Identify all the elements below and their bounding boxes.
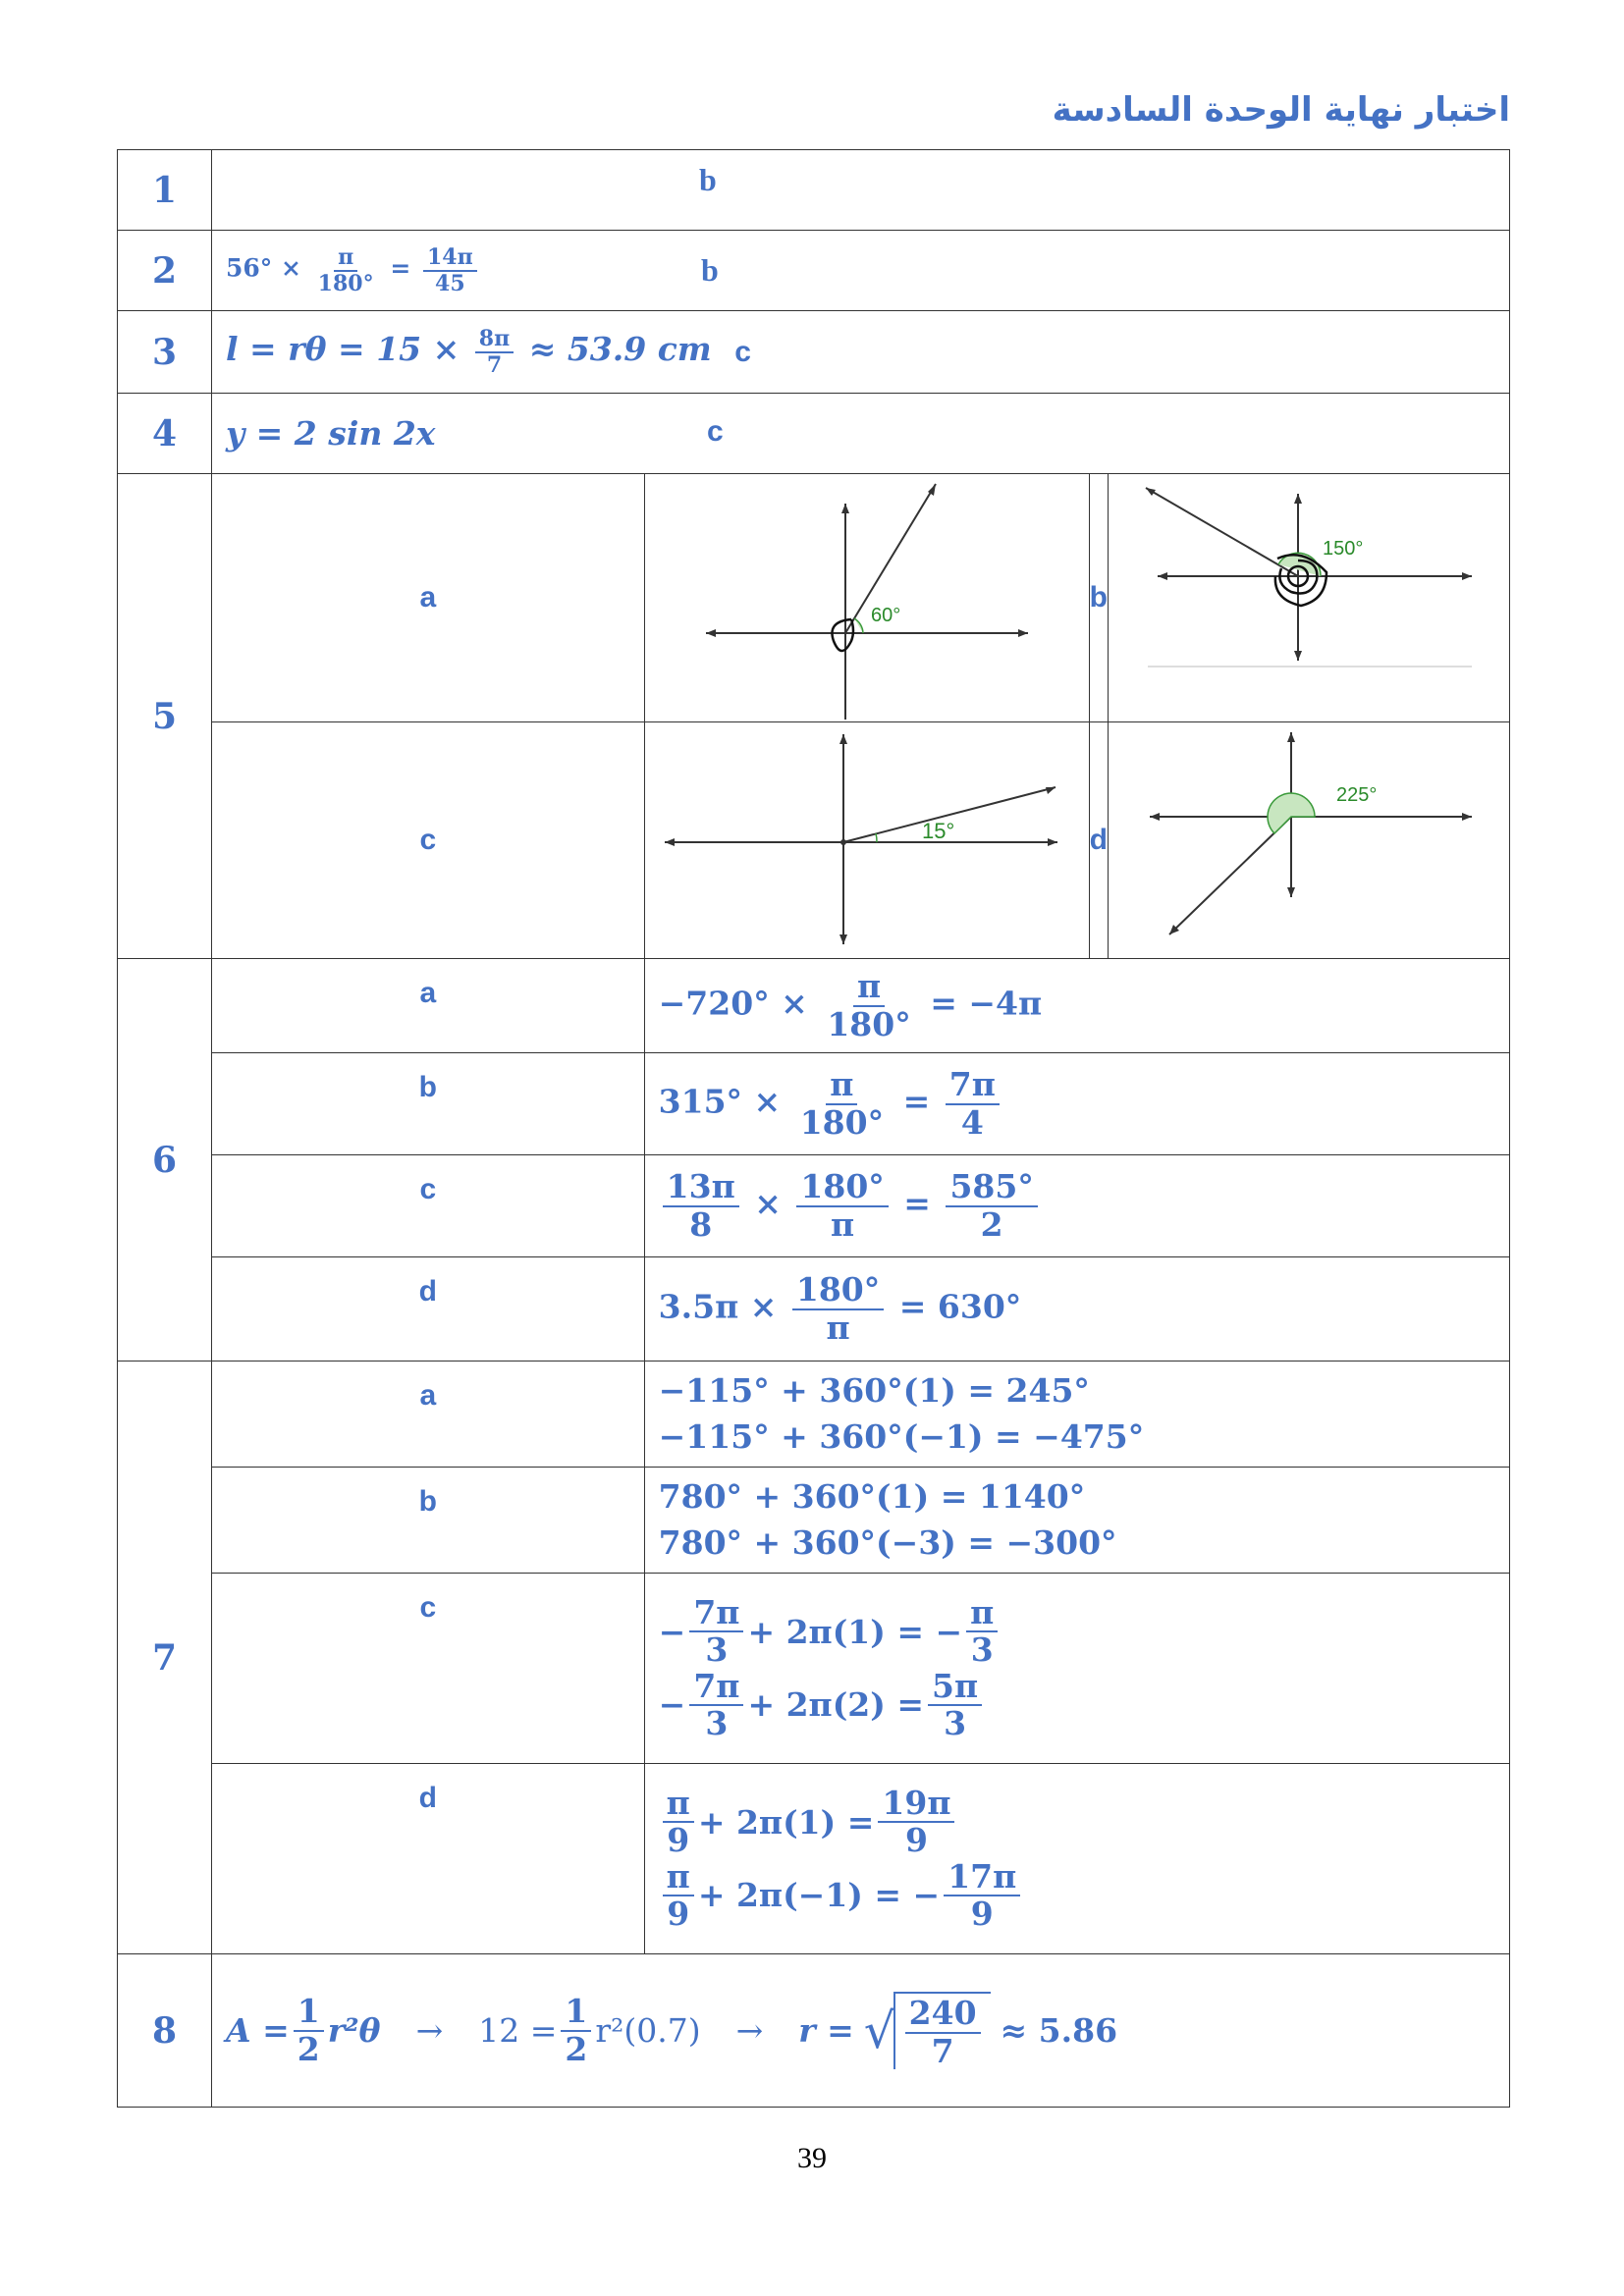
question-number: 1 [118,150,212,231]
fraction: $\frac{17\pi}{9}$ [944,1859,1020,1933]
question-7d-work: $\frac{\pi}{9}$ + 2π(1) = $\frac{19\pi}{9}$ $\frac{\pi}{9}$ + 2π(−1) = − $\frac{17\pi}{9}$ [644,1764,1509,1954]
sub-label: a [212,474,645,722]
arrow: → [735,2011,764,2050]
fraction: $\frac{\pi}{180^\circ}$ [317,244,374,296]
question-4-work [212,394,1510,474]
sub-label: c [212,722,645,959]
question-6c-work: $\frac{13\pi}{8}$ × $\frac{180^\circ}{\pi}$ = $\frac{585^\circ}{2}$ [644,1155,1509,1257]
diagram-60 [645,474,1090,721]
question-row-2 [118,231,1510,311]
sub-label: b [212,1468,645,1574]
question-number: 8 [118,1954,212,2108]
expr-rhs: ≈ 53.9 cm [528,330,712,369]
equals: = [390,254,411,283]
answer-table [117,149,1510,2108]
page-title: اختبار نهاية الوحدة السادسة [1052,90,1510,130]
question-number: 4 [118,394,212,474]
question-row-7d [118,1764,1510,1954]
angle-label: 60° [870,605,900,626]
fraction: $\frac{585^\circ}{2}$ [946,1169,1037,1243]
fraction: $\frac{180^\circ}{\pi}$ [796,1169,888,1243]
angle-diagram-225 [1109,722,1511,958]
answer-choice: c [734,335,751,368]
question-row-6a [118,959,1510,1053]
page-number: 39 [797,2142,827,2174]
question-number: 2 [118,231,212,311]
diagram-150 [1109,474,1511,721]
fraction: $\frac{7\pi}{3}$ [689,1595,743,1669]
question-number: 3 [118,311,212,394]
fraction: $\frac{240}{7}$ [905,1996,981,2069]
question-row-4 [118,394,1510,474]
diagram-15 [645,722,1090,958]
question-number: 5 [118,474,212,959]
question-row-6c [118,1155,1510,1257]
fraction: $\frac{14\pi}{45}$ [423,245,477,294]
question-number: 7 [118,1362,212,1954]
angle-diagram-15 [645,722,1089,958]
answer-choice: b [699,162,717,197]
fraction: $\frac{7\pi}{4}$ [946,1067,1000,1141]
question-6b-work: 315° × $\frac{\pi}{180^\circ}$ = $\frac{7\pi}{4}$ [644,1053,1509,1155]
angle-diagram-60 [645,474,1089,721]
angle-label: 150° [1322,538,1364,560]
fraction: $\frac{180^\circ}{\pi}$ [792,1272,884,1346]
fraction: $\frac{19\pi}{9}$ [878,1786,954,1859]
angle-label: 225° [1335,784,1378,806]
fraction: $\frac{1}{2}$ [294,1994,324,2067]
question-6d-work: 3.5π × $\frac{180^\circ}{\pi}$ = 630° [644,1257,1509,1362]
question-7c-work: − $\frac{7\pi}{3}$ + 2π(1) = − $\frac{\pi}{3}$ − $\frac{7\pi}{3}$ + 2π(2) = $\frac{5\pi}{3}$ [644,1574,1509,1764]
question-row-6b [118,1053,1510,1155]
fraction: $\frac{1}{2}$ [561,1994,591,2067]
sub-label: d [212,1764,645,1954]
question-number: 6 [118,959,212,1362]
angle-label: 15° [921,819,954,843]
question-row-3 [118,311,1510,394]
fraction: $\frac{5\pi}{3}$ [928,1669,982,1742]
expression: y = 2 sin 2x [226,414,436,453]
fraction: $\frac{\pi}{9}$ [663,1786,694,1859]
angle-diagram-150 [1109,474,1511,721]
sub-label: b [1090,474,1109,721]
fraction: $\frac{\pi}{180^\circ}$ [827,967,911,1043]
fraction: $\frac{7\pi}{3}$ [689,1669,743,1742]
sub-label: c [212,1155,645,1257]
sub-label: d [1090,722,1109,958]
sub-label: a [212,959,645,1053]
sub-label: b [212,1053,645,1155]
sub-label: d [212,1257,645,1362]
question-row-1 [118,150,1510,231]
question-8-work: A = $\frac{1}{2}$ r²θ → 12 = $\frac{1}{2}$ r²(0.7) → r = √ $\frac{240}{7}$ ≈ 5.86 [212,1954,1510,2108]
fraction: $\frac{\pi}{180^\circ}$ [799,1065,885,1142]
question-row-6d [118,1257,1510,1362]
question-7b-work: 780° + 360°(1) = 1140° 780° + 360°(−3) = −300° [644,1468,1509,1574]
question-row-8 [118,1954,1510,2108]
expr-lhs: l = rθ = 15 × [226,330,460,369]
answer-choice: b [701,252,719,288]
square-root: √ $\frac{240}{7}$ [864,1992,991,2069]
fraction: $\frac{8\pi}{7}$ [475,327,514,376]
question-2-work [212,231,1510,311]
question-row-7a [118,1362,1510,1468]
question-3-work [212,311,1510,394]
question-6a-work: −720° × $\frac{\pi}{180^\circ}$ = −4π [644,959,1509,1053]
question-7a-work: −115° + 360°(1) = 245° −115° + 360°(−1) = −475° [644,1362,1509,1468]
question-row-5c [118,722,1510,959]
expr-lhs: 56° × [226,254,301,283]
question-row-5a [118,474,1510,722]
sub-label: c [212,1574,645,1764]
question-row-7c [118,1574,1510,1764]
answer-choice: c [707,415,724,448]
diagram-225 [1109,722,1511,958]
arrow: → [415,2011,444,2050]
question-row-7b [118,1468,1510,1574]
fraction: $\frac{\pi}{9}$ [663,1859,694,1933]
sub-label: a [212,1362,645,1468]
fraction: $\frac{13\pi}{8}$ [663,1169,739,1243]
fraction: $\frac{\pi}{3}$ [966,1595,998,1669]
